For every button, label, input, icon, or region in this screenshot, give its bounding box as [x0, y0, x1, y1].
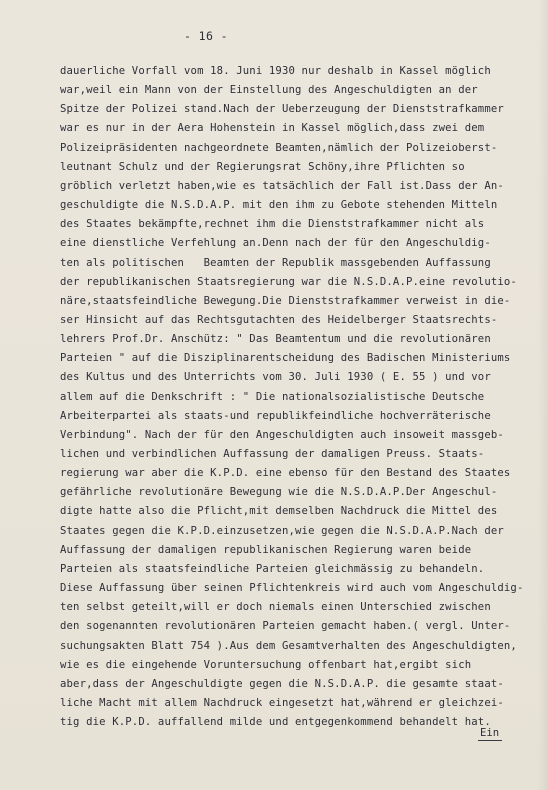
text-line: leutnant Schulz und der Regierungsrat Schöny,ihre Pflichten so: [60, 160, 465, 173]
text-line: geschuldigte die N.S.D.A.P. mit den ihm zu Gebote stehenden Mitteln: [60, 199, 498, 212]
text-line: gefährliche revolutionäre Bewegung wie die N.S.D.A.P.Der Angeschul-: [60, 486, 498, 499]
text-line: wie es die eingehende Voruntersuchung offenbart hat,ergibt sich: [60, 658, 472, 671]
text-line: war,weil ein Mann von der Einstellung des Angeschuldigten an der: [60, 84, 478, 97]
text-line: lichen und verbindlichen Auffassung der damaligen Preuss. Staats-: [60, 448, 485, 460]
text-line: Parteien " auf die Disziplinarentscheidung des Badischen Ministeriums: [60, 352, 511, 365]
text-line: Staates gegen die K.P.D.einzusetzen,wie gegen die N.S.D.A.P.Nach der: [60, 524, 504, 537]
text-line: allem auf die Denkschrift : " Die nationalsozialistische Deutsche: [60, 390, 485, 403]
text-line: ten als politischen Beamten der Republik massgebenden Auffassung: [60, 256, 491, 269]
text-line: Parteien als staatsfeindliche Parteien gleichmässig zu behandeln.: [60, 562, 485, 575]
text-line: digte hatte also die Pflicht,mit demselben Nachdruck die Mittel des: [60, 505, 498, 518]
text-line: Auffassung der damaligen republikanischen Regierung waren beide: [60, 543, 472, 556]
text-line: gröblich verletzt haben,wie es tatsächlich der Fall ist.Dass der An-: [60, 179, 504, 192]
text-line: den sogenannten revolutionären Parteien gemacht haben.( vergl. Unter-: [60, 620, 511, 633]
catchword: Ein: [478, 726, 502, 741]
text-line: Spitze der Polizei stand.Nach der Ueberzeugung der Dienststrafkammer: [60, 103, 504, 116]
text-line: ser Hinsicht auf das Rechtsgutachten des Heidelberger Staatsrechts-: [60, 313, 498, 326]
text-line: ten selbst geteilt,will er doch niemals einen Unterschied zwischen: [60, 601, 491, 614]
text-line: lehrers Prof.Dr. Anschütz: " Das Beamtentum und die revolutionären: [60, 333, 491, 346]
text-line: war es nur in der Aera Hohenstein in Kassel möglich,dass zwei dem: [60, 122, 485, 135]
text-line: des Kultus und des Unterrichts vom 30. Juli 1930 ( E. 55 ) und vor: [60, 371, 491, 384]
text-line: Polizeipräsidenten nachgeordnete Beamten,nämlich der Polizeioberst-: [60, 141, 498, 154]
text-line: suchungsakten Blatt 754 ).Aus dem Gesamtverhalten des Angeschuldigten,: [60, 639, 517, 652]
text-line: Verbindung". Nach der für den Angeschuldigten auch insoweit massgeb-: [60, 428, 504, 441]
text-line: liche Macht mit allem Nachdruck eingesetzt hat,während er gleichzei-: [60, 696, 504, 709]
text-line: eine dienstliche Verfehlung an.Denn nach der für den Angeschuldig-: [60, 237, 491, 250]
text-line: näre,staatsfeindliche Bewegung.Die Dienststrafkammer verweist in die-: [60, 294, 511, 307]
text-line: dauerliche Vorfall vom 18. Juni 1930 nur deshalb in Kassel möglich: [60, 65, 491, 77]
text-line: der republikanischen Staatsregierung war die N.S.D.A.P.eine revolutio-: [60, 275, 517, 288]
page-number: - 16 -: [184, 29, 228, 43]
text-line: aber,dass der Angeschuldigte gegen die N.S.D.A.P. die gesamte staat-: [60, 677, 504, 690]
text-line: tig die K.P.D. auffallend milde und entgegenkommend behandelt hat.: [60, 716, 491, 729]
text-line: Arbeiterpartei als staats-und republikfeindliche hochverräterische: [60, 409, 491, 422]
page-edge-shadow: [538, 0, 548, 790]
text-line: des Staates bekämpfte,rechnet ihm die Dienststrafkammer nicht als: [60, 218, 485, 231]
text-line: regierung war aber die K.P.D. eine ebenso für den Bestand des Staates: [60, 467, 511, 480]
text-line: Diese Auffassung über seinen Pflichtenkreis wird auch vom Angeschuldig-: [60, 582, 524, 595]
